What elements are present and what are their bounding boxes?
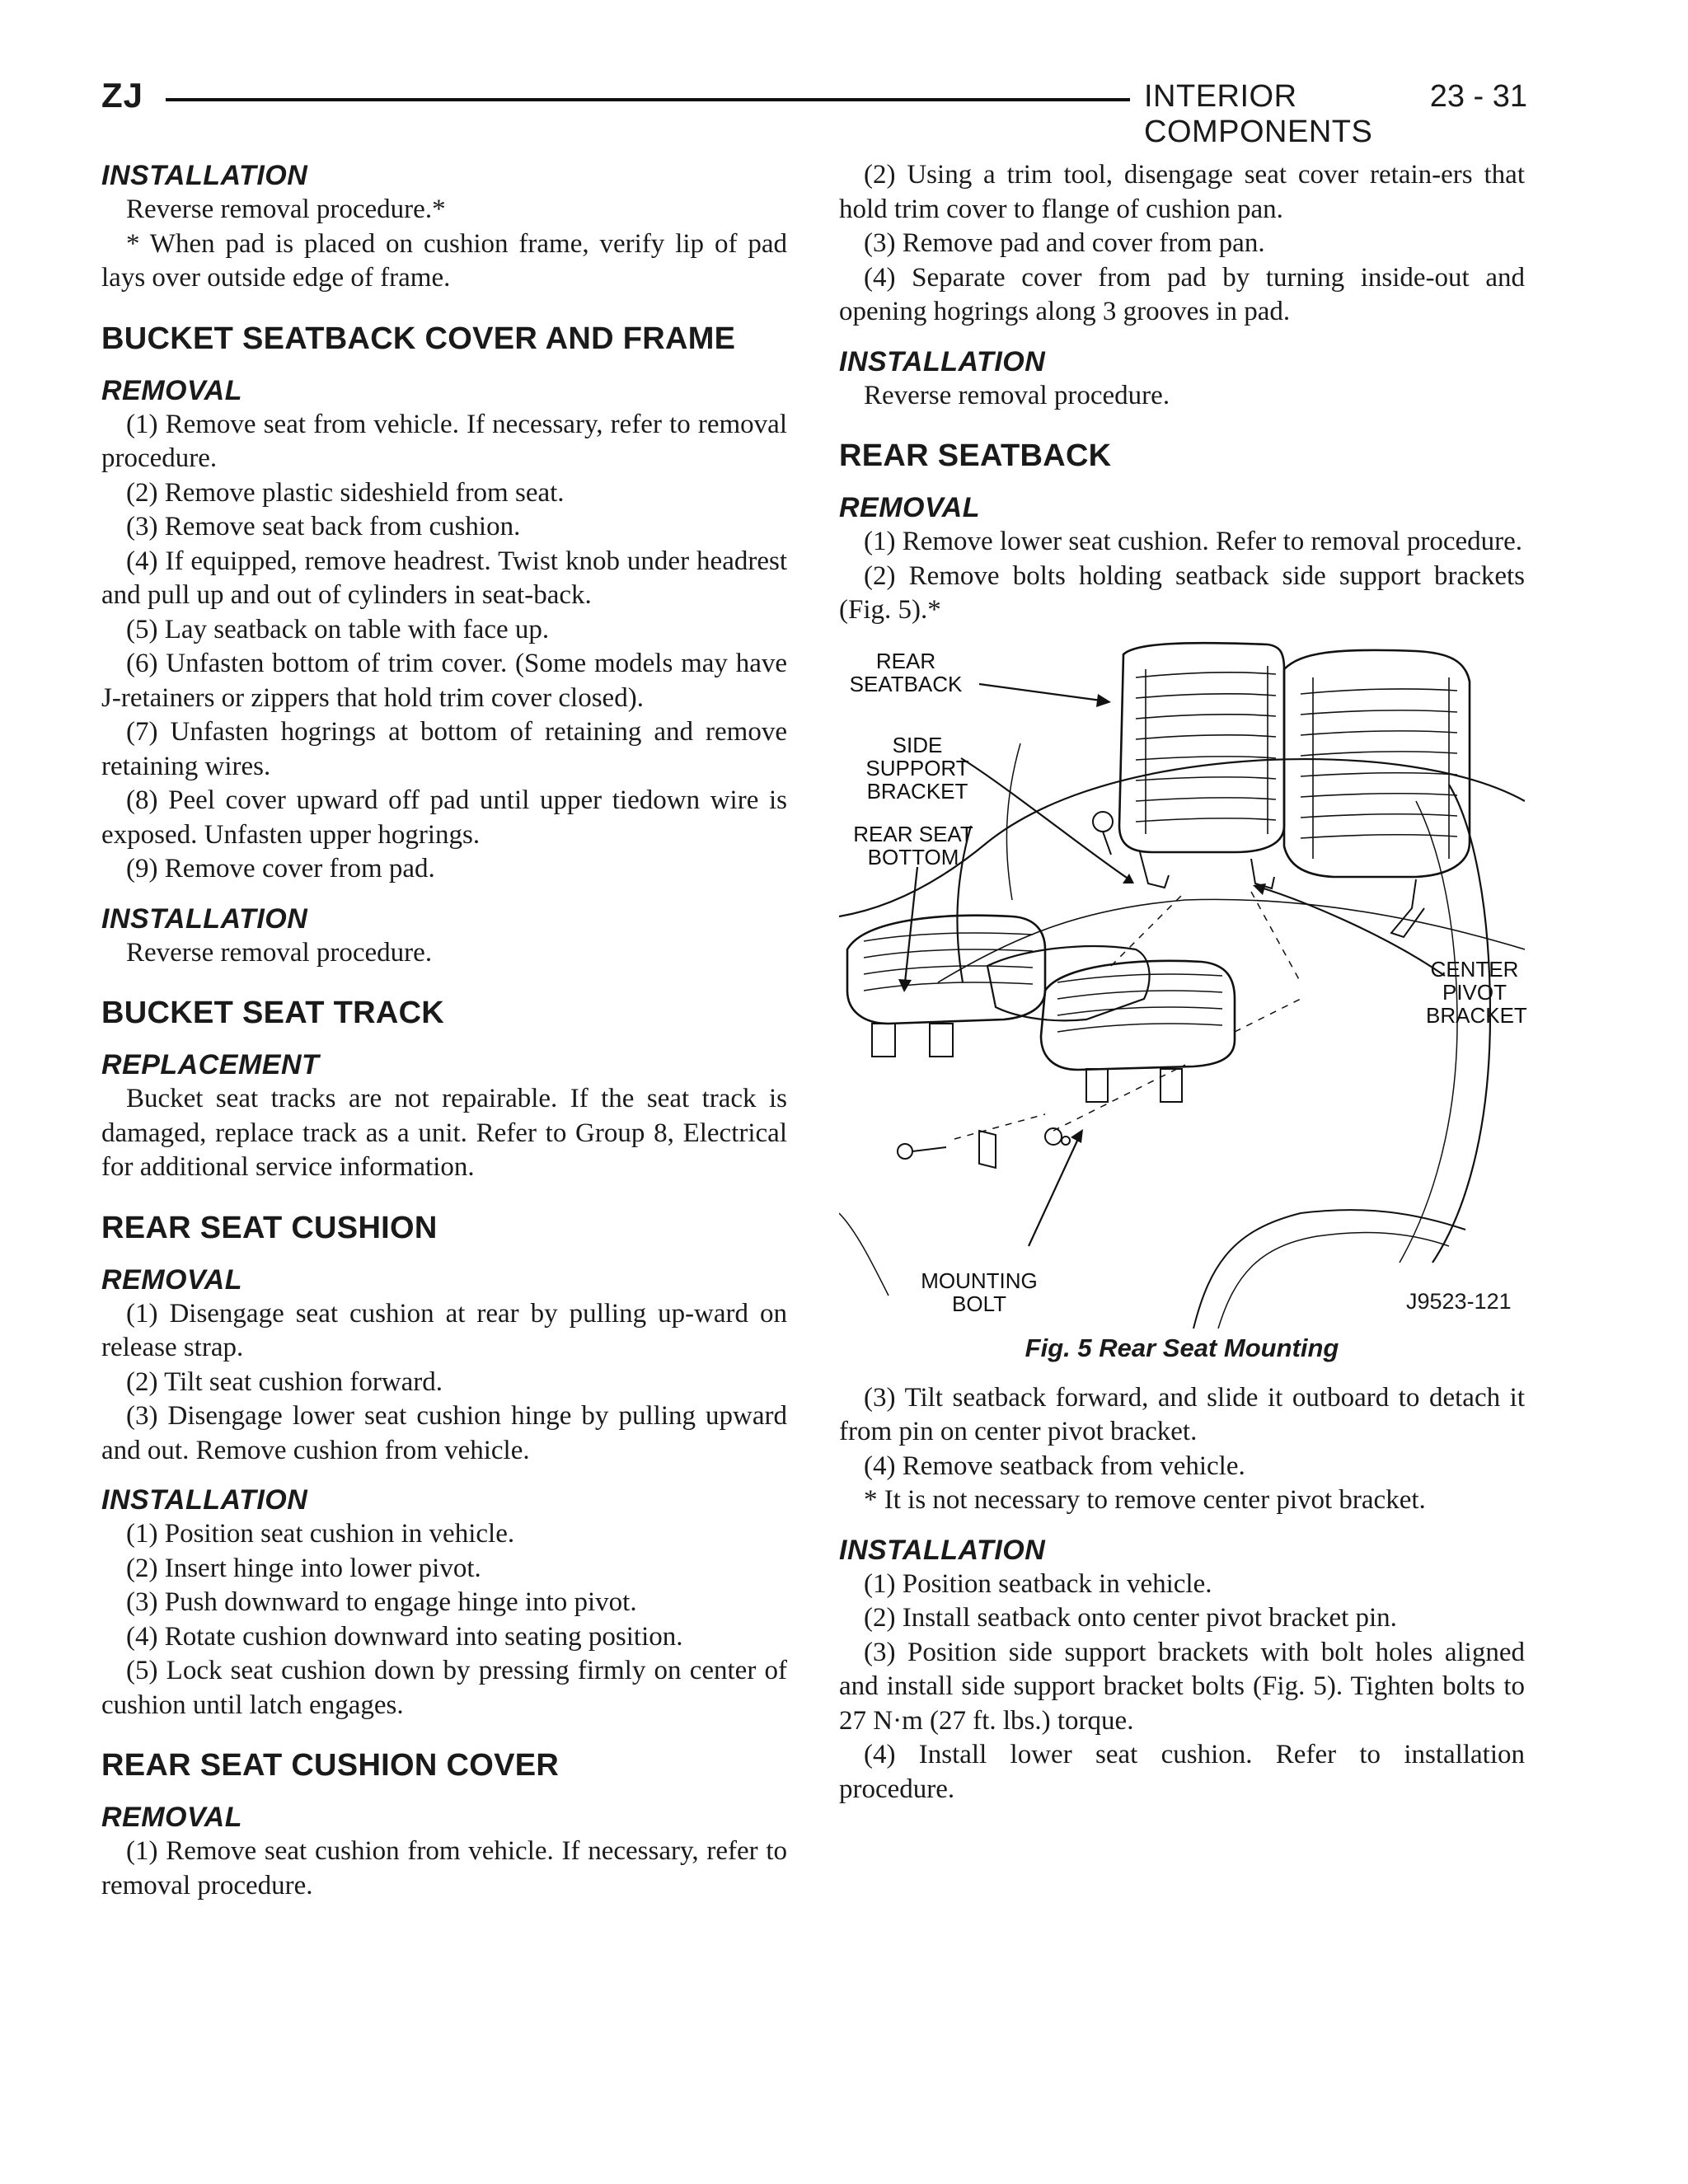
step: (2) Insert hinge into lower pivot. <box>126 1553 481 1583</box>
figure-rear-seat-mounting <box>839 636 1525 1329</box>
paragraph: Reverse removal procedure. <box>864 380 1170 410</box>
right-column <box>839 158 1525 1807</box>
subheading-removal: REMOVAL <box>839 492 980 523</box>
step: (4) Install lower seat cushion. Refer to installation procedure. <box>839 1740 1525 1804</box>
figure-id: J9523-121 <box>1406 1288 1512 1314</box>
header-rule <box>166 98 1130 101</box>
section-heading-bucket-seatback: BUCKET SEATBACK COVER AND FRAME <box>101 321 736 356</box>
step: (5) Lock seat cushion down by pressing firmly on center of cushion until latch engages. <box>101 1656 787 1720</box>
step: (2) Using a trim tool, disengage seat cover retain-ers that hold trim cover to flange of cushion pan. <box>839 160 1525 224</box>
page-header <box>101 76 1527 149</box>
section-heading-rear-seat-cushion-cover: REAR SEAT CUSHION COVER <box>101 1748 560 1783</box>
step: (1) Position seat cushion in vehicle. <box>126 1519 515 1549</box>
step: (3) Remove pad and cover from pan. <box>864 228 1265 258</box>
label-rear-seatback: REAR SEATBACK <box>849 648 963 696</box>
subheading-removal: REMOVAL <box>101 374 242 406</box>
subheading-installation: INSTALLATION <box>839 345 1046 377</box>
step: (4) Rotate cushion downward into seating position. <box>126 1621 683 1652</box>
step: (3) Push downward to engage hinge into pivot. <box>126 1587 637 1617</box>
step: (2) Remove bolts holding seatback side support brackets (Fig. 5).* <box>839 560 1525 625</box>
step: (8) Peel cover upward off pad until upper tiedown wire is exposed. Unfasten upper hogrings. <box>101 785 787 850</box>
paragraph: * When pad is placed on cushion frame, verify lip of pad lays over outside edge of frame. <box>101 228 787 293</box>
subheading-installation: INSTALLATION <box>101 1484 308 1516</box>
step: (1) Disengage seat cushion at rear by pulling up-ward on release strap. <box>101 1298 787 1362</box>
step: (9) Remove cover from pad. <box>126 854 435 883</box>
step: (2) Install seatback onto center pivot bracket pin. <box>864 1603 1397 1633</box>
step: (5) Lay seatback on table with face up. <box>126 614 550 644</box>
step: (7) Unfasten hogrings at bottom of retaining and remove retaining wires. <box>101 717 787 781</box>
step: (4) Separate cover from pad by turning inside-out and opening hogrings along 3 grooves in pad. <box>839 262 1525 326</box>
step: (1) Remove seat cushion from vehicle. If necessary, refer to removal procedure. <box>101 1836 787 1900</box>
note: * It is not necessary to remove center pivot bracket. <box>864 1485 1426 1515</box>
paragraph: Bucket seat tracks are not repairable. If the seat track is damaged, replace track as a unit. Refer to Group 8, Electrical for additional service information. <box>101 1084 787 1182</box>
model-code: ZJ <box>101 76 144 115</box>
step: (1) Remove lower seat cushion. Refer to removal procedure. <box>864 527 1523 556</box>
subheading-removal: REMOVAL <box>101 1263 242 1296</box>
step: (4) Remove seatback from vehicle. <box>864 1451 1245 1481</box>
step: (3) Remove seat back from cushion. <box>126 512 521 541</box>
subheading-replacement: REPLACEMENT <box>101 1049 320 1080</box>
subheading-removal: REMOVAL <box>101 1802 242 1833</box>
step: (2) Tilt seat cushion forward. <box>126 1366 443 1397</box>
section-title: INTERIOR COMPONENTS <box>1144 79 1373 149</box>
page-number: 23 - 31 <box>1429 79 1527 114</box>
left-column <box>101 158 787 1903</box>
label-side-support-bracket: SIDE SUPPORT BRACKET <box>865 732 969 804</box>
paragraph: Reverse removal procedure.* <box>126 194 446 224</box>
step: (3) Position side support brackets with bolt holes aligned and install side support bracket bolts (Fig. 5). Tighten bolts to 27 N·m (27 ft. lbs.) torque. <box>839 1637 1525 1736</box>
label-center-pivot-bracket: CENTER PIVOT BRACKET <box>1426 956 1527 1028</box>
figure-caption: Fig. 5 Rear Seat Mounting <box>1025 1333 1339 1362</box>
step: (3) Disengage lower seat cushion hinge by pulling upward and out. Remove cushion from vehicle. <box>101 1401 787 1465</box>
step: (6) Unfasten bottom of trim cover. (Some models may have J-retainers or zippers that hold trim cover closed). <box>101 649 787 713</box>
section-heading-rear-seat-cushion: REAR SEAT CUSHION <box>101 1210 438 1245</box>
step: (1) Position seatback in vehicle. <box>864 1568 1212 1599</box>
step: (3) Tilt seatback forward, and slide it outboard to detach it from pin on center pivot bracket. <box>839 1382 1525 1446</box>
step: (4) If equipped, remove headrest. Twist knob under headrest and pull up and out of cylinders in seat-back. <box>101 546 787 610</box>
subheading-installation: INSTALLATION <box>839 1534 1046 1566</box>
step: (1) Remove seat from vehicle. If necessary, refer to removal procedure. <box>101 409 787 473</box>
subheading-installation: INSTALLATION <box>101 902 308 935</box>
subheading-installation: INSTALLATION <box>101 160 308 191</box>
section-heading-bucket-seat-track: BUCKET SEAT TRACK <box>101 996 445 1030</box>
label-mounting-bolt: MOUNTING BOLT <box>921 1268 1038 1316</box>
paragraph: Reverse removal procedure. <box>126 937 433 968</box>
step: (2) Remove plastic sideshield from seat. <box>126 477 565 508</box>
section-heading-rear-seatback: REAR SEATBACK <box>839 438 1112 473</box>
label-rear-seat-bottom: REAR SEAT BOTTOM <box>853 821 973 869</box>
